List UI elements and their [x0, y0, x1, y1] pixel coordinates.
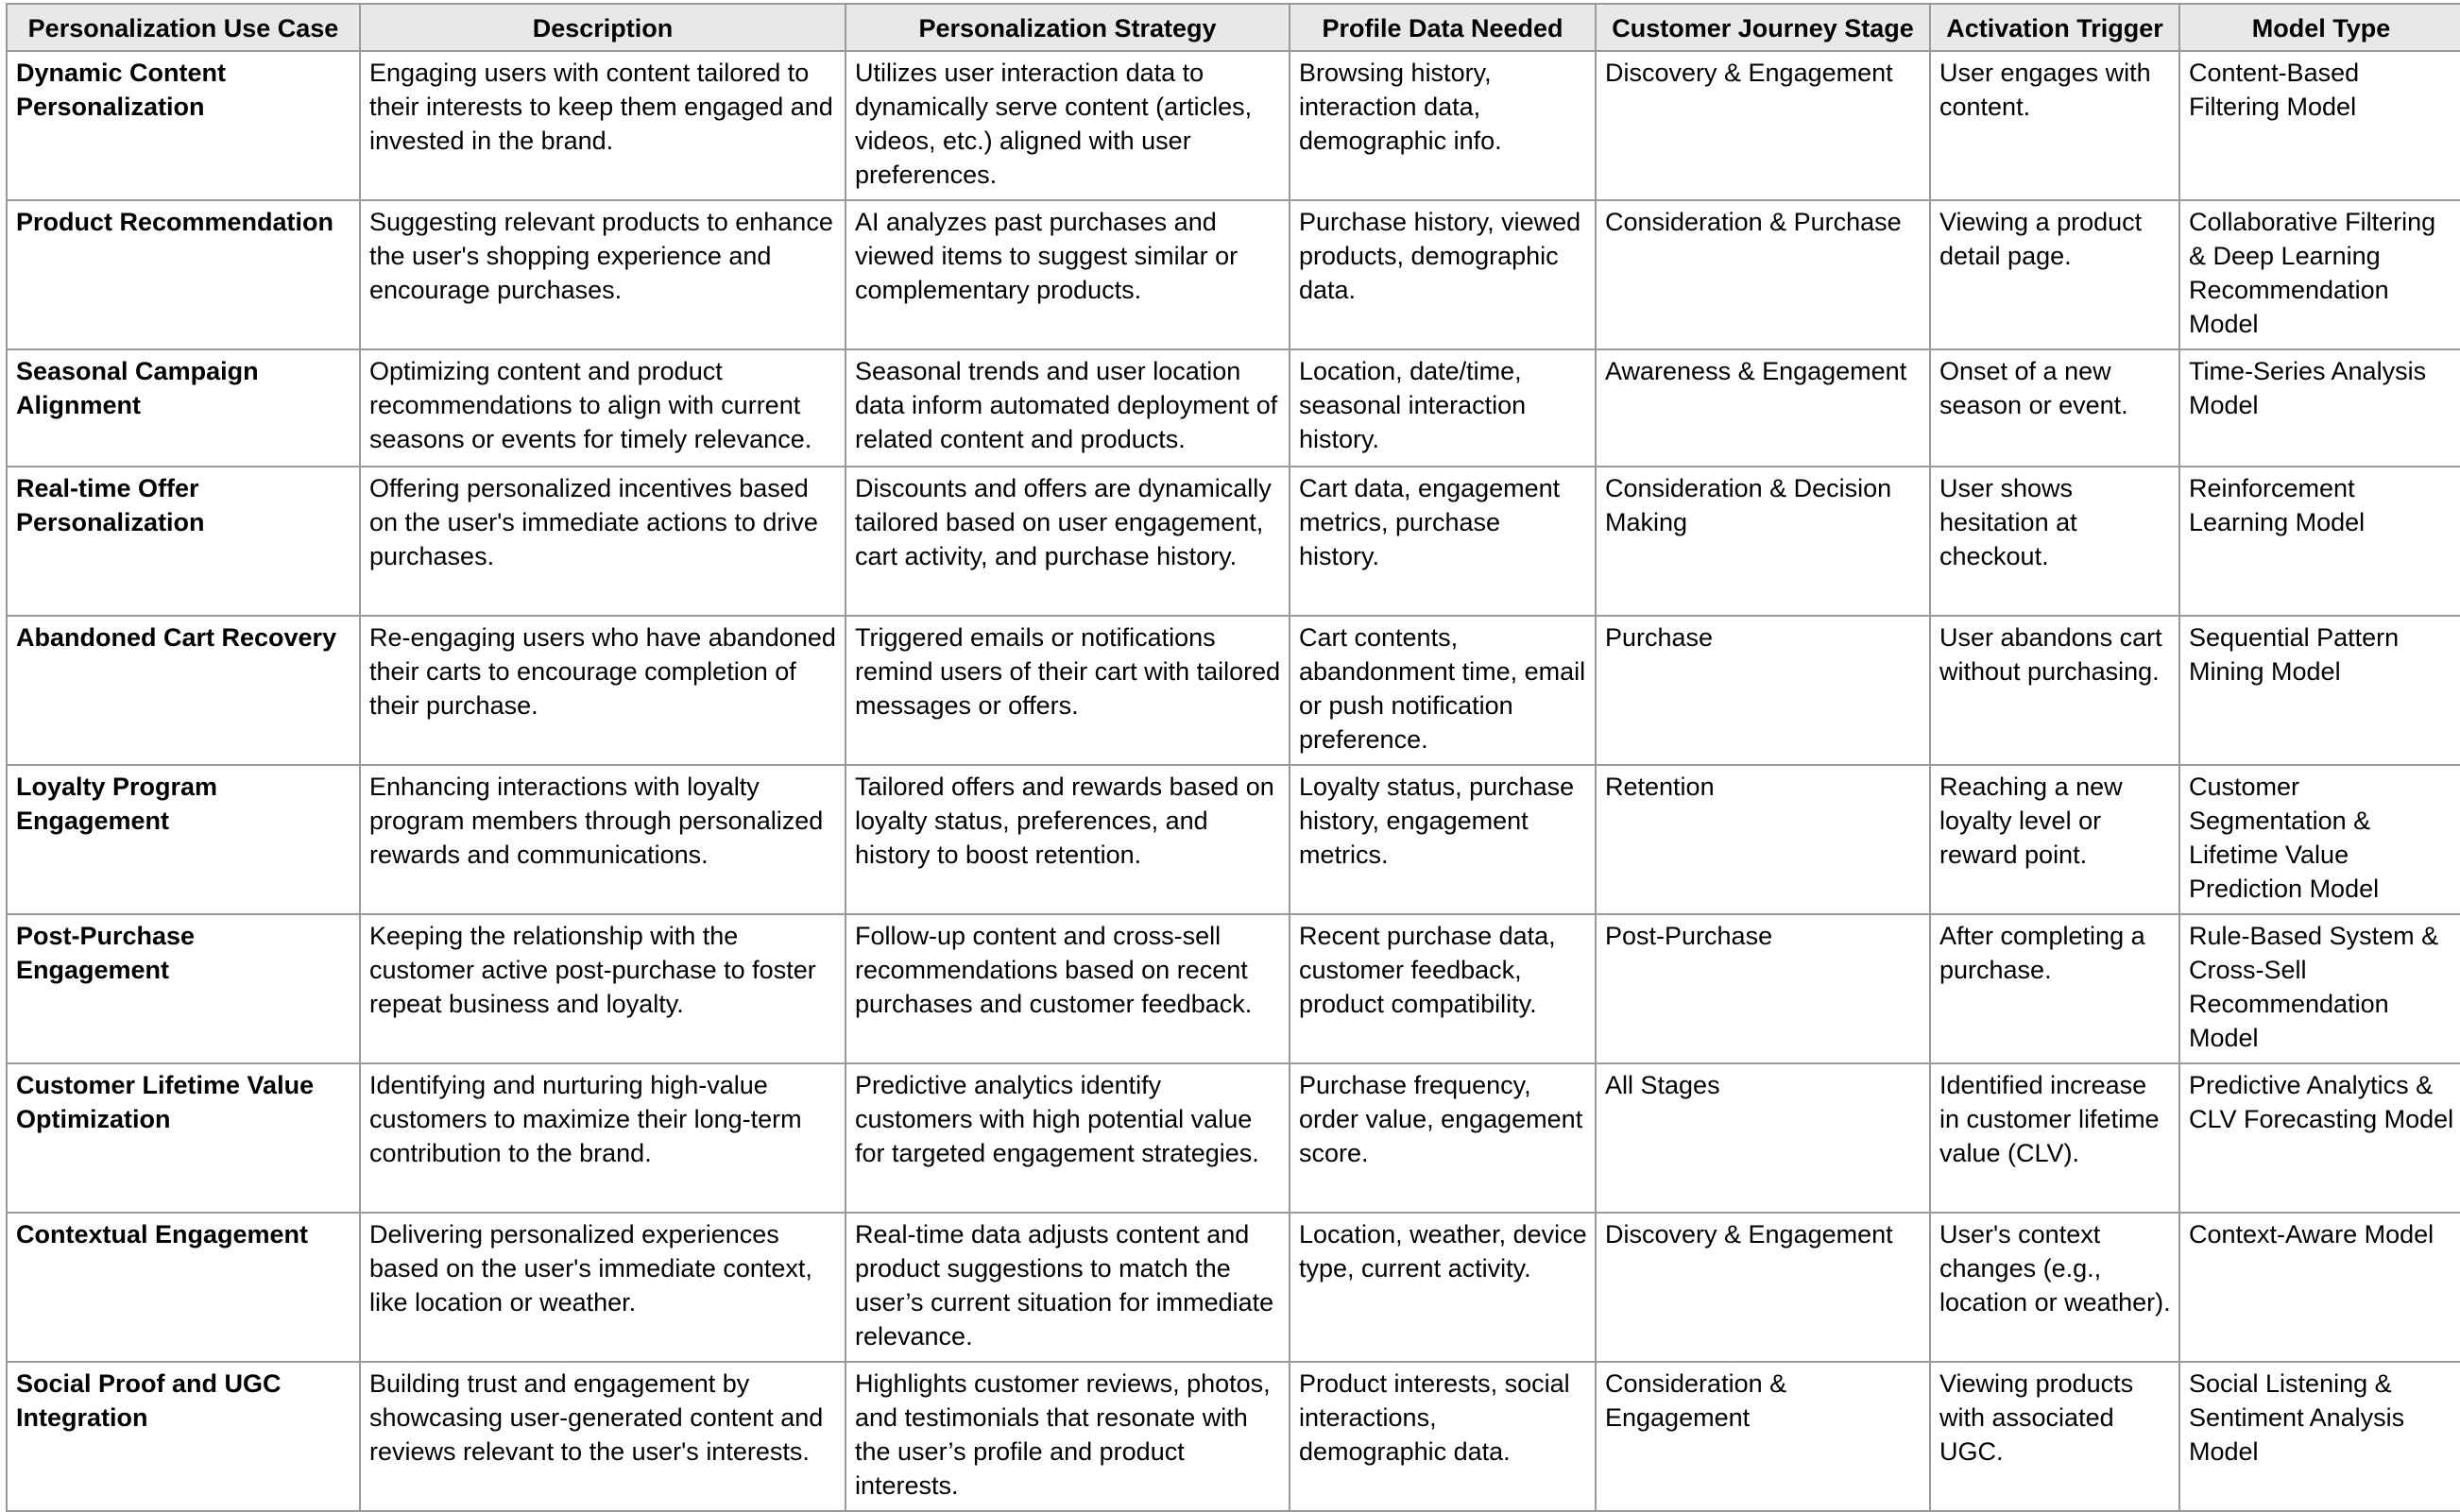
cell-activation-trigger: User engages with content. — [1930, 51, 2179, 200]
cell-use-case: Customer Lifetime Value Optimization — [7, 1063, 360, 1213]
cell-activation-trigger: Identified increase in customer lifetime value (CLV). — [1930, 1063, 2179, 1213]
header-use-case: Personalization Use Case — [7, 4, 360, 51]
cell-activation-trigger: Onset of a new season or event. — [1930, 349, 2179, 467]
table-header — [7, 4, 2460, 51]
header-journey-stage: Customer Journey Stage — [1596, 4, 1930, 51]
header-profile-data: Profile Data Needed — [1290, 4, 1596, 51]
cell-journey-stage: Post-Purchase — [1596, 914, 1930, 1063]
personalization-use-case-table — [6, 3, 2460, 1512]
personalization-table-container — [6, 3, 2460, 1512]
cell-journey-stage: Consideration & Purchase — [1596, 200, 1930, 349]
cell-profile-data: Cart data, engagement metrics, purchase history. — [1290, 467, 1596, 616]
cell-description: Engaging users with content tailored to their interests to keep them engaged and invested in the brand. — [360, 51, 846, 200]
cell-strategy: Discounts and offers are dynamically tailored based on user engagement, cart activity, and purchase history. — [846, 467, 1290, 616]
cell-activation-trigger: User shows hesitation at checkout. — [1930, 467, 2179, 616]
cell-profile-data: Purchase history, viewed products, demographic data. — [1290, 200, 1596, 349]
cell-description: Identifying and nurturing high-value customers to maximize their long-term contribution to the brand. — [360, 1063, 846, 1213]
header-model-type: Model Type — [2179, 4, 2460, 51]
cell-strategy: AI analyzes past purchases and viewed items to suggest similar or complementary products. — [846, 200, 1290, 349]
cell-strategy: Predictive analytics identify customers with high potential value for targeted engagement strategies. — [846, 1063, 1290, 1213]
cell-profile-data: Loyalty status, purchase history, engagement metrics. — [1290, 765, 1596, 914]
cell-activation-trigger: Reaching a new loyalty level or reward point. — [1930, 765, 2179, 914]
cell-profile-data: Location, date/time, seasonal interaction history. — [1290, 349, 1596, 467]
cell-strategy: Utilizes user interaction data to dynamically serve content (articles, videos, etc.) aligned with user preferences. — [846, 51, 1290, 200]
cell-journey-stage: Retention — [1596, 765, 1930, 914]
cell-use-case: Dynamic Content Personalization — [7, 51, 360, 200]
cell-use-case: Seasonal Campaign Alignment — [7, 349, 360, 467]
cell-journey-stage: Consideration & Decision Making — [1596, 467, 1930, 616]
cell-model-type: Content-Based Filtering Model — [2179, 51, 2460, 200]
cell-journey-stage: Purchase — [1596, 616, 1930, 765]
cell-profile-data: Product interests, social interactions, demographic data. — [1290, 1362, 1596, 1511]
header-row — [7, 4, 2460, 51]
table-row — [7, 467, 2460, 616]
cell-description: Keeping the relationship with the customer active post-purchase to foster repeat business and loyalty. — [360, 914, 846, 1063]
cell-journey-stage: All Stages — [1596, 1063, 1930, 1213]
cell-strategy: Highlights customer reviews, photos, and testimonials that resonate with the user’s profile and product interests. — [846, 1362, 1290, 1511]
cell-profile-data: Browsing history, interaction data, demographic info. — [1290, 51, 1596, 200]
cell-description: Offering personalized incentives based on the user's immediate actions to drive purchases. — [360, 467, 846, 616]
cell-strategy: Triggered emails or notifications remind users of their cart with tailored messages or offers. — [846, 616, 1290, 765]
cell-model-type: Social Listening & Sentiment Analysis Model — [2179, 1362, 2460, 1511]
table-row — [7, 765, 2460, 914]
cell-journey-stage: Consideration & Engagement — [1596, 1362, 1930, 1511]
table-row — [7, 51, 2460, 200]
table-row — [7, 1063, 2460, 1213]
cell-model-type: Predictive Analytics & CLV Forecasting Model — [2179, 1063, 2460, 1213]
cell-use-case: Post-Purchase Engagement — [7, 914, 360, 1063]
cell-description: Suggesting relevant products to enhance the user's shopping experience and encourage purchases. — [360, 200, 846, 349]
cell-profile-data: Recent purchase data, customer feedback, product compatibility. — [1290, 914, 1596, 1063]
cell-use-case: Social Proof and UGC Integration — [7, 1362, 360, 1511]
cell-description: Re-engaging users who have abandoned their carts to encourage completion of their purchase. — [360, 616, 846, 765]
cell-model-type: Sequential Pattern Mining Model — [2179, 616, 2460, 765]
cell-profile-data: Cart contents, abandonment time, email or push notification preference. — [1290, 616, 1596, 765]
cell-activation-trigger: After completing a purchase. — [1930, 914, 2179, 1063]
cell-journey-stage: Discovery & Engagement — [1596, 1213, 1930, 1362]
cell-profile-data: Purchase frequency, order value, engagement score. — [1290, 1063, 1596, 1213]
cell-activation-trigger: Viewing products with associated UGC. — [1930, 1362, 2179, 1511]
cell-use-case: Contextual Engagement — [7, 1213, 360, 1362]
table-row — [7, 1213, 2460, 1362]
cell-use-case: Product Recommendation — [7, 200, 360, 349]
header-activation-trigger: Activation Trigger — [1930, 4, 2179, 51]
cell-model-type: Customer Segmentation & Lifetime Value Prediction Model — [2179, 765, 2460, 914]
header-description: Description — [360, 4, 846, 51]
cell-model-type: Rule-Based System & Cross-Sell Recommendation Model — [2179, 914, 2460, 1063]
cell-activation-trigger: Viewing a product detail page. — [1930, 200, 2179, 349]
cell-model-type: Reinforcement Learning Model — [2179, 467, 2460, 616]
cell-use-case: Abandoned Cart Recovery — [7, 616, 360, 765]
cell-strategy: Real-time data adjusts content and product suggestions to match the user’s current situation for immediate relevance. — [846, 1213, 1290, 1362]
table-row — [7, 1362, 2460, 1511]
cell-model-type: Time-Series Analysis Model — [2179, 349, 2460, 467]
cell-description: Delivering personalized experiences based on the user's immediate context, like location or weather. — [360, 1213, 846, 1362]
cell-journey-stage: Awareness & Engagement — [1596, 349, 1930, 467]
header-strategy: Personalization Strategy — [846, 4, 1290, 51]
table-row — [7, 200, 2460, 349]
cell-use-case: Loyalty Program Engagement — [7, 765, 360, 914]
cell-strategy: Follow-up content and cross-sell recommendations based on recent purchases and customer feedback. — [846, 914, 1290, 1063]
cell-strategy: Tailored offers and rewards based on loyalty status, preferences, and history to boost retention. — [846, 765, 1290, 914]
cell-use-case: Real-time Offer Personalization — [7, 467, 360, 616]
cell-description: Optimizing content and product recommendations to align with current seasons or events for timely relevance. — [360, 349, 846, 467]
cell-description: Building trust and engagement by showcasing user-generated content and reviews relevant to the user's interests. — [360, 1362, 846, 1511]
cell-profile-data: Location, weather, device type, current activity. — [1290, 1213, 1596, 1362]
cell-journey-stage: Discovery & Engagement — [1596, 51, 1930, 200]
cell-activation-trigger: User abandons cart without purchasing. — [1930, 616, 2179, 765]
cell-model-type: Collaborative Filtering & Deep Learning Recommendation Model — [2179, 200, 2460, 349]
cell-activation-trigger: User's context changes (e.g., location or weather). — [1930, 1213, 2179, 1362]
cell-description: Enhancing interactions with loyalty program members through personalized rewards and communications. — [360, 765, 846, 914]
cell-model-type: Context-Aware Model — [2179, 1213, 2460, 1362]
table-row — [7, 349, 2460, 467]
table-body — [7, 51, 2460, 1511]
table-row — [7, 914, 2460, 1063]
table-row — [7, 616, 2460, 765]
cell-strategy: Seasonal trends and user location data inform automated deployment of related content and products. — [846, 349, 1290, 467]
